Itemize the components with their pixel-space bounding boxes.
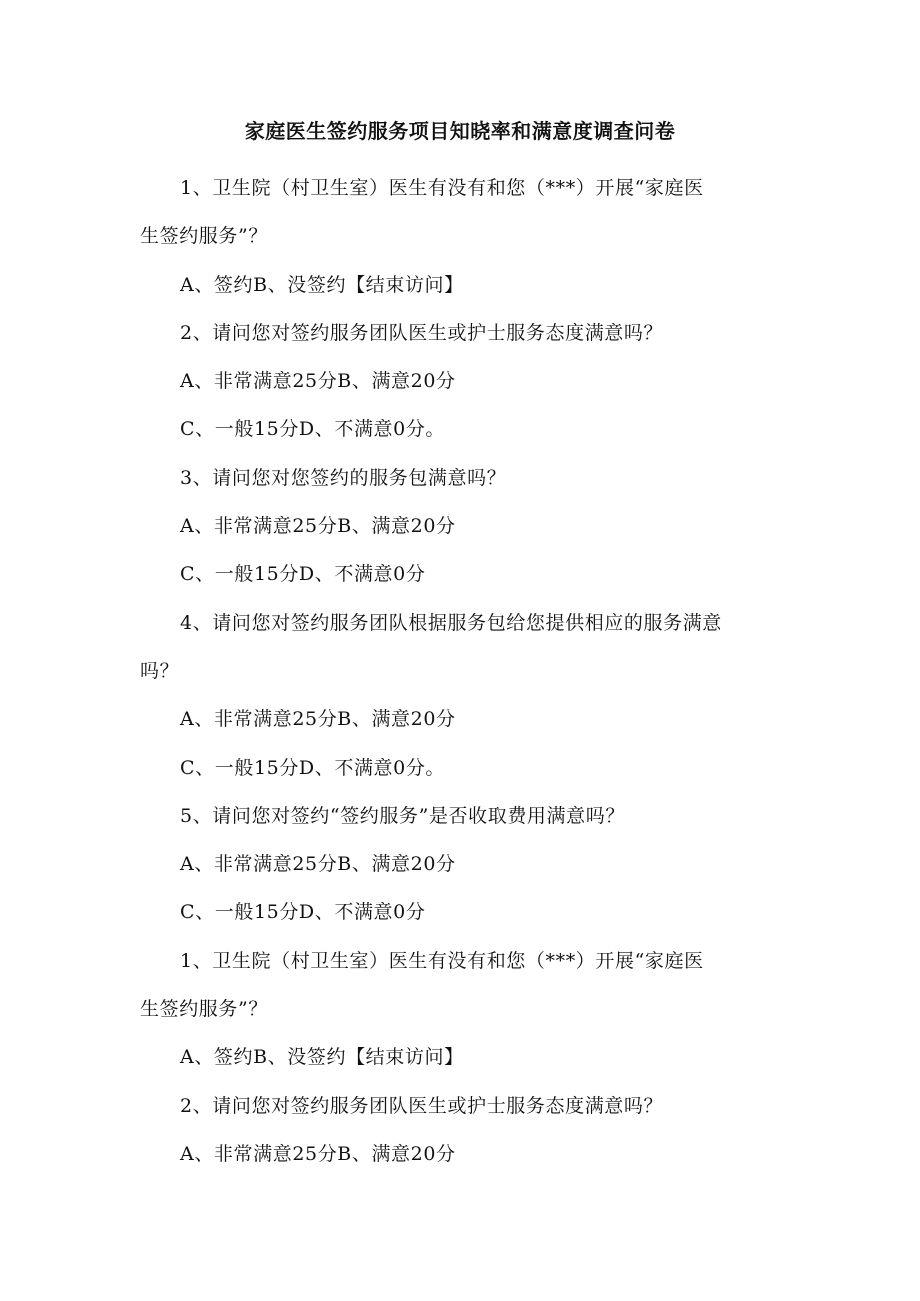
text-line: C、一般15分D、不满意0分。 <box>180 756 446 779</box>
text-line: 3、请问您对您签约的服务包满意吗？ <box>180 466 507 489</box>
text-line: A、非常满意25分B、满意20分 <box>180 515 456 538</box>
text-line: A、非常满意25分B、满意20分 <box>180 1142 456 1165</box>
document-body <box>140 164 780 1178</box>
text-line: A、签约B、没签约【结束访问】 <box>180 1046 464 1069</box>
text-line: A、签约B、没签约【结束访问】 <box>180 273 464 296</box>
document-title: 家庭医生签约服务项目知晓率和满意度调查问卷 <box>244 119 676 143</box>
text-line: 吗？ <box>140 659 180 682</box>
text-line: C、一般15分D、不满意0分。 <box>180 418 446 441</box>
text-line: 1、卫生院（村卫生室）医生有没有和您（***）开展“家庭医 <box>180 949 704 972</box>
text-line: 生签约服务”？ <box>140 998 268 1021</box>
text-line: C、一般15分D、不满意0分 <box>180 563 426 586</box>
text-line: C、一般15分D、不满意0分 <box>180 901 426 924</box>
text-line: A、非常满意25分B、满意20分 <box>180 370 456 393</box>
text-line: 2、请问您对签约服务团队医生或护士服务态度满意吗？ <box>180 321 664 344</box>
text-line: A、非常满意25分B、满意20分 <box>180 708 456 731</box>
text-line: 4、请问您对签约服务团队根据服务包给您提供相应的服务满意 <box>180 611 722 634</box>
text-line: 生签约服务”？ <box>140 225 268 248</box>
text-line: 5、请问您对签约“签约服务”是否收取费用满意吗？ <box>180 804 625 827</box>
text-line: 1、卫生院（村卫生室）医生有没有和您（***）开展“家庭医 <box>180 177 704 199</box>
text-line: A、非常满意25分B、满意20分 <box>180 853 456 876</box>
text-line: 2、请问您对签约服务团队医生或护士服务态度满意吗？ <box>180 1094 664 1117</box>
